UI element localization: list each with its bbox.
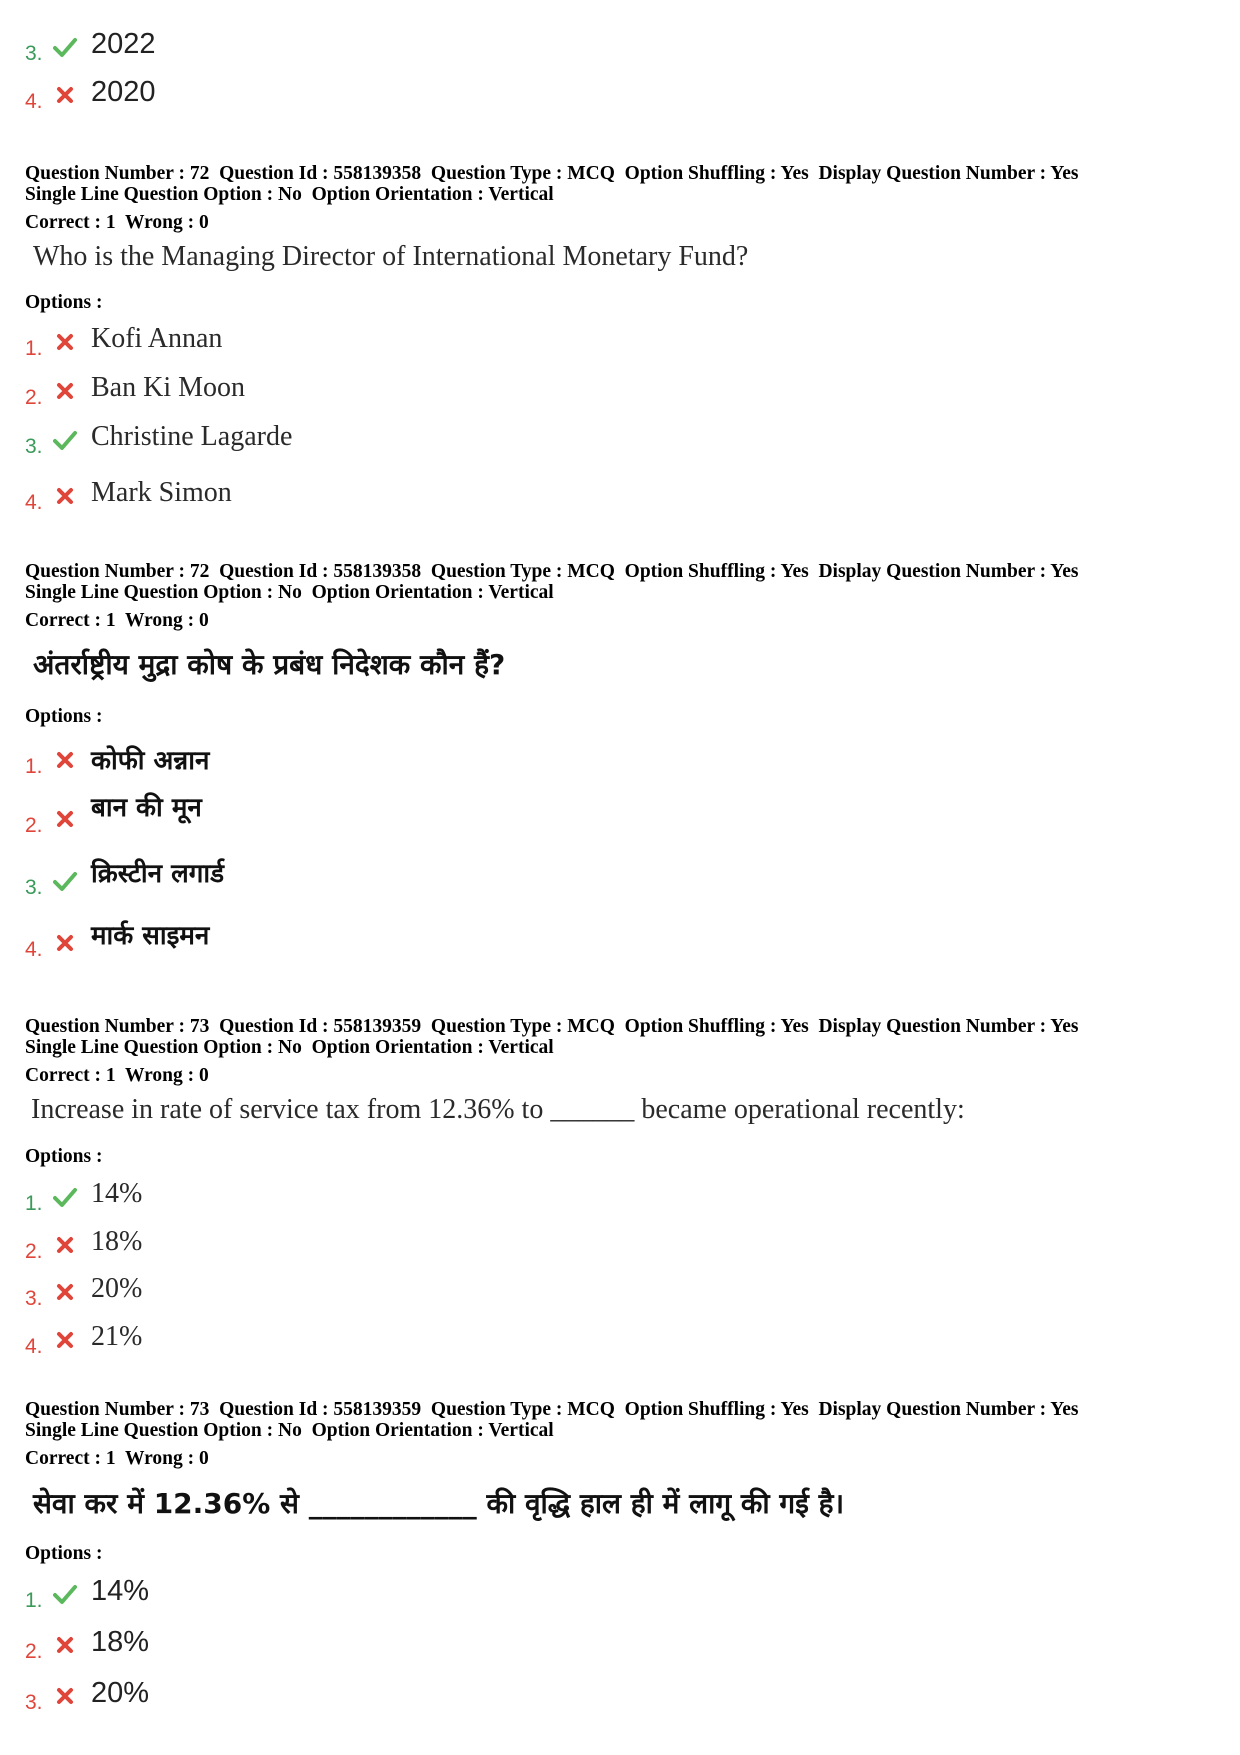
question-text: अंतर्राष्ट्रीय मुद्रा कोष के प्रबंध निदेशक कौन हैं?: [33, 648, 506, 681]
option-item: [25, 372, 925, 412]
option-number: 1.: [25, 337, 43, 360]
option-number: 3.: [25, 876, 43, 899]
option-number: 2.: [25, 1240, 43, 1263]
option-item: [25, 477, 925, 517]
option-text: 2022: [91, 28, 156, 60]
check-icon: [53, 870, 77, 892]
option-number: 1.: [25, 755, 43, 778]
question-meta: Single Line Question Option : No Option Orientation : Vertical: [25, 1420, 554, 1441]
question-score: Correct : 1 Wrong : 0: [25, 1448, 209, 1469]
option-number: 4.: [25, 491, 43, 514]
cross-icon: [53, 1281, 77, 1303]
question-meta: Question Number : 72 Question Id : 558139358 Question Type : MCQ Option Shuffling : Yes Display Question Number : Yes: [25, 561, 1079, 582]
question-text: Increase in rate of service tax from 12.36% to ______ became operational recently:: [31, 1094, 965, 1125]
option-item: [25, 1677, 925, 1717]
options-label: Options :: [25, 1543, 103, 1564]
option-number: 4.: [25, 1335, 43, 1358]
cross-icon: [53, 808, 77, 830]
option-item: [25, 28, 925, 68]
question-meta: Question Number : 72 Question Id : 558139358 Question Type : MCQ Option Shuffling : Yes Display Question Number : Yes: [25, 163, 1079, 184]
cross-icon: [53, 932, 77, 954]
option-item: [25, 323, 925, 363]
question-text: Who is the Managing Director of International Monetary Fund?: [33, 241, 749, 272]
option-item: [25, 1321, 925, 1361]
check-icon: [53, 429, 77, 451]
option-item: [25, 793, 925, 840]
option-item: [25, 741, 925, 781]
option-text: Christine Lagarde: [91, 421, 293, 452]
option-text: मार्क साइमन: [91, 921, 210, 951]
option-number: 1.: [25, 1192, 43, 1215]
check-icon: [53, 36, 77, 58]
option-text: 21%: [91, 1321, 143, 1352]
cross-icon: [53, 749, 77, 771]
question-meta: Single Line Question Option : No Option Orientation : Vertical: [25, 582, 554, 603]
option-text: क्रिस्टीन लगार्ड: [91, 859, 225, 889]
option-text: 14%: [91, 1178, 143, 1209]
option-item: [25, 1178, 925, 1218]
option-text: बान की मून: [91, 793, 202, 823]
question-meta: Question Number : 73 Question Id : 558139359 Question Type : MCQ Option Shuffling : Yes Display Question Number : Yes: [25, 1399, 1079, 1420]
option-item: [25, 1226, 925, 1266]
option-number: 1.: [25, 1589, 43, 1612]
question-text: सेवा कर में 12.36% से ____________ की वृद्धि हाल ही में लागू की गई है।: [33, 1487, 845, 1520]
option-text: 18%: [91, 1626, 150, 1658]
option-number: 3.: [25, 1691, 43, 1714]
option-number: 2.: [25, 1640, 43, 1663]
option-text: 20%: [91, 1677, 150, 1709]
question-meta: Single Line Question Option : No Option Orientation : Vertical: [25, 184, 554, 205]
cross-icon: [53, 1329, 77, 1351]
option-number: 4.: [25, 938, 43, 961]
option-number: 3.: [25, 1287, 43, 1310]
check-icon: [53, 1583, 77, 1605]
cross-icon: [53, 1685, 77, 1707]
option-item: [25, 421, 925, 461]
option-number: 2.: [25, 814, 43, 837]
option-text: Mark Simon: [91, 477, 232, 508]
option-item: [25, 921, 925, 964]
question-score: Correct : 1 Wrong : 0: [25, 610, 209, 631]
option-item: [25, 76, 925, 116]
cross-icon: [53, 1634, 77, 1656]
options-label: Options :: [25, 1146, 103, 1167]
option-text: 14%: [91, 1575, 150, 1607]
cross-icon: [53, 84, 77, 106]
option-number: 3.: [25, 435, 43, 458]
question-score: Correct : 1 Wrong : 0: [25, 1065, 209, 1086]
option-item: [25, 859, 925, 902]
cross-icon: [53, 331, 77, 353]
cross-icon: [53, 485, 77, 507]
option-item: [25, 1575, 925, 1615]
option-number: 2.: [25, 386, 43, 409]
options-label: Options :: [25, 292, 103, 313]
question-meta: Single Line Question Option : No Option Orientation : Vertical: [25, 1037, 554, 1058]
option-text: कोफी अन्नान: [91, 746, 210, 776]
option-number: 4.: [25, 90, 43, 113]
cross-icon: [53, 1234, 77, 1256]
option-number: 3.: [25, 42, 43, 65]
option-text: 20%: [91, 1273, 143, 1304]
option-item: [25, 1626, 925, 1666]
option-text: 18%: [91, 1226, 143, 1257]
option-text: Kofi Annan: [91, 323, 223, 354]
question-meta: Question Number : 73 Question Id : 558139359 Question Type : MCQ Option Shuffling : Yes Display Question Number : Yes: [25, 1016, 1079, 1037]
question-score: Correct : 1 Wrong : 0: [25, 212, 209, 233]
options-label: Options :: [25, 706, 103, 727]
check-icon: [53, 1186, 77, 1208]
option-text: 2020: [91, 76, 156, 108]
option-item: [25, 1273, 925, 1313]
cross-icon: [53, 380, 77, 402]
option-text: Ban Ki Moon: [91, 372, 245, 403]
